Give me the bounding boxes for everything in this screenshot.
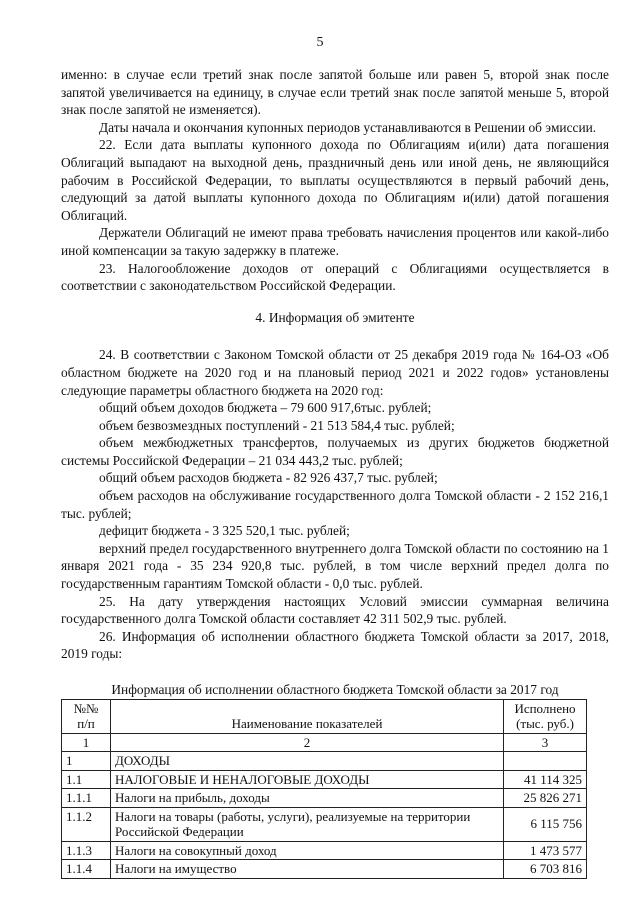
table-row: [62, 841, 587, 860]
paragraph-22: 22. Если дата выплаты купонного дохода по Облигациям и(или) дата погашения Облигаций выпадают на выходной день, праздничный день или иной день, не являющийся рабочим в Российской Федерации, то выплаты осуществляются в первый рабочий день, следующий за датой выплаты купонного дохода по Облигациям и(или) датой погашения Облигаций.: [61, 137, 609, 223]
paragraph-coupon-periods: Даты начала и окончания купонных периодов устанавливаются в Решении об эмиссии.: [99, 119, 597, 135]
budget-execution-table: [61, 699, 587, 879]
row-num: 1.1.2: [62, 807, 111, 841]
page-number: 5: [316, 35, 324, 50]
budget-item-debt-limit: верхний предел государственного внутреннего долга Томской области по состоянию на 1 января 2021 года - 35 234 920,8 тыс. рублей, в том числе верхний предел долга по государственным гарантиям Томской области - 0,0 тыс. рублей.: [61, 540, 609, 592]
paragraph-holders: Держатели Облигаций не имеют права требовать начисления процентов или какой-либо иной компенсации за такую задержку в платеже.: [61, 225, 609, 258]
row-name: НАЛОГОВЫЕ И НЕНАЛОГОВЫЕ ДОХОДЫ: [111, 770, 504, 789]
header-num: №№ п/п: [62, 699, 111, 733]
table-row: [62, 752, 587, 771]
paragraph-26: 26. Информация об исполнении областного бюджета Томской области за 2017, 2018, 2019 годы:: [61, 628, 609, 662]
row-num: 1.1.3: [62, 841, 111, 860]
table-row: [62, 789, 587, 808]
budget-item-revenue: общий объем доходов бюджета – 79 600 917,6тыс. рублей;: [99, 400, 432, 416]
budget-item-deficit: дефицит бюджета - 3 325 520,1 тыс. рублей;: [99, 523, 350, 539]
row-num: 1.1.4: [62, 860, 111, 879]
table-caption: Информация об исполнении областного бюджета Томской области за 2017 год: [111, 682, 559, 697]
row-value: 6 703 816: [504, 860, 587, 879]
row-value: 1 473 577: [504, 841, 587, 860]
section-heading: 4. Информация об эмитенте: [255, 309, 415, 325]
header-name: Наименование показателей: [111, 699, 504, 733]
row-value: [504, 752, 587, 771]
paragraph-24: 24. В соответствии с Законом Томской области от 25 декабря 2019 года № 164-ОЗ «Об областном бюджете на 2020 год и на плановый период 2021 и 2022 годов» установлены следующие параметры областного бюджета на 2020 год:: [61, 347, 609, 398]
row-num: 1.1.1: [62, 789, 111, 808]
row-value: 41 114 325: [504, 770, 587, 789]
colnum-3: 3: [504, 733, 587, 752]
row-num: 1.1: [62, 770, 111, 789]
row-name: ДОХОДЫ: [111, 752, 504, 771]
colnum-1: 1: [62, 733, 111, 752]
budget-item-debt-service: объем расходов на обслуживание государственного долга Томской области - 2 152 216,1 тыс. рублей;: [61, 488, 609, 521]
row-value: 6 115 756: [504, 807, 587, 841]
paragraph-25: 25. На дату утверждения настоящих Условий эмиссии суммарная величина государственного долга Томской области составляет 42 311 502,9 тыс. рублей.: [61, 593, 609, 627]
table-row: [62, 770, 587, 789]
document-body: [61, 66, 609, 879]
table-colnum-row: [62, 733, 587, 752]
header-executed: Исполнено (тыс. руб.): [504, 699, 587, 733]
table-row: [62, 807, 587, 841]
row-name: Налоги на прибыль, доходы: [111, 789, 504, 808]
table-header-row: [62, 699, 587, 733]
row-value: 25 826 271: [504, 789, 587, 808]
table-row: [62, 860, 587, 879]
row-name: Налоги на совокупный доход: [111, 841, 504, 860]
budget-item-grants: объем безвозмездных поступлений - 21 513 584,4 тыс. рублей;: [99, 417, 455, 433]
budget-item-transfers: объем межбюджетных трансфертов, получаемых из других бюджетов бюджетной системы Российской Федерации – 21 034 443,2 тыс. рублей;: [61, 435, 609, 468]
colnum-2: 2: [111, 733, 504, 752]
budget-item-expenses: общий объем расходов бюджета - 82 926 437,7 тыс. рублей;: [99, 470, 438, 486]
paragraph-23: 23. Налогообложение доходов от операций с Облигациями осуществляется в соответствии с законодательством Российской Федерации.: [61, 260, 609, 294]
paragraph-rounding-continuation: именно: в случае если третий знак после запятой больше или равен 5, второй знак после запятой увеличивается на единицу, в случае если третий знак после запятой меньше 5, второй знак после запятой не изменяется).: [61, 67, 609, 118]
row-name: Налоги на товары (работы, услуги), реализуемые на территории Российской Федерации: [111, 807, 504, 841]
row-num: 1: [62, 752, 111, 771]
row-name: Налоги на имущество: [111, 860, 504, 879]
